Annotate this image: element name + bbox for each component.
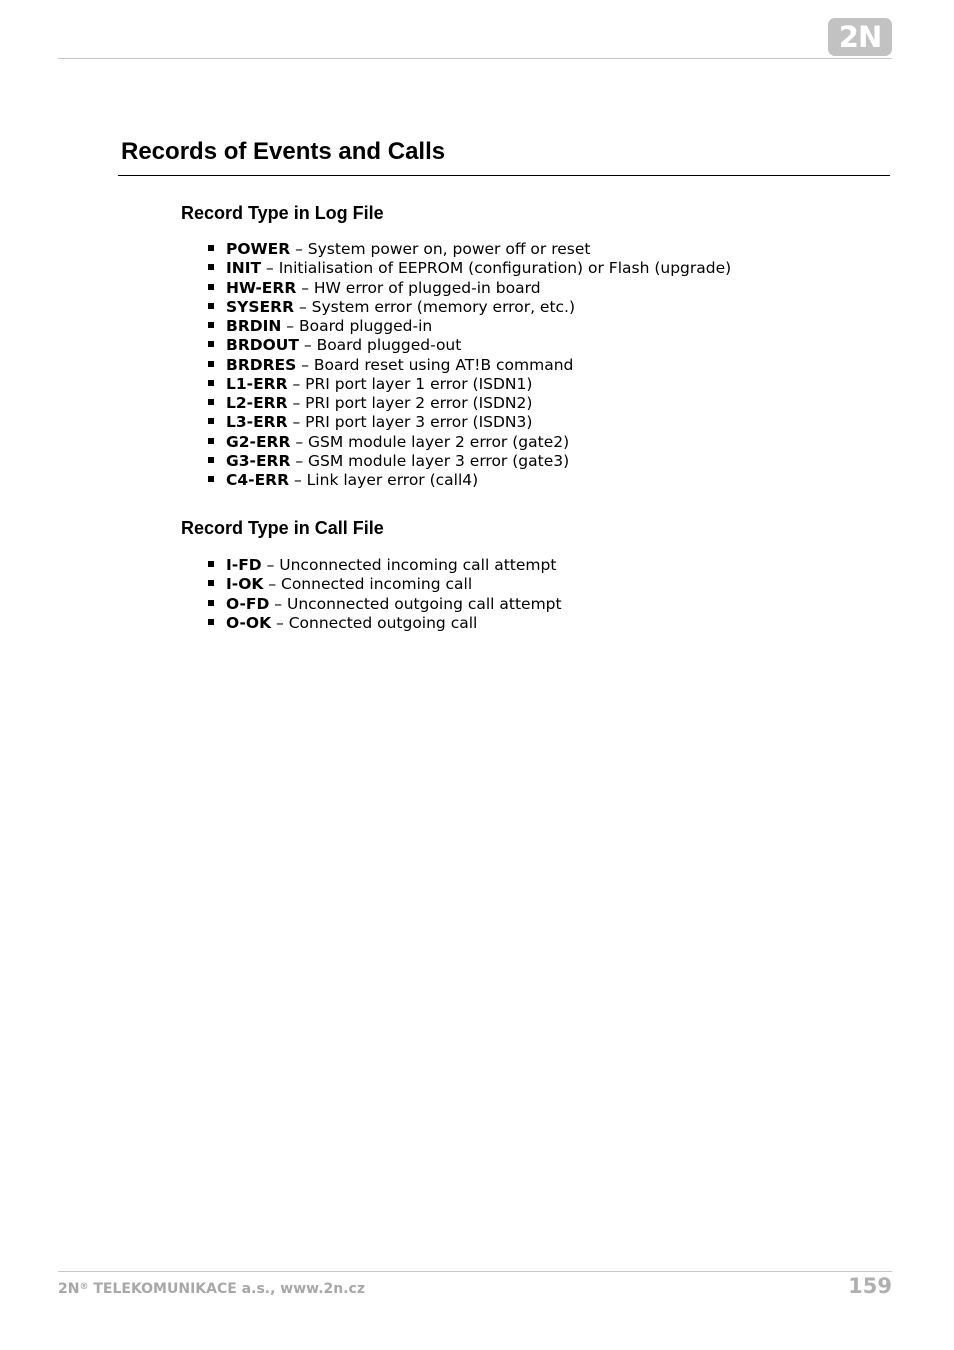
- separator: –: [290, 432, 309, 451]
- square-bullet-icon: [208, 245, 214, 251]
- record-description: HW error of plugged-in board: [313, 278, 541, 297]
- separator: –: [290, 240, 308, 258]
- square-bullet-icon: [208, 561, 214, 567]
- separator: –: [298, 336, 317, 355]
- footer-company-text: TELEKOMUNIKACE a.s., www.2n.cz: [88, 1281, 365, 1297]
- separator: –: [296, 355, 314, 374]
- header-rule: [58, 58, 892, 59]
- list-item: [206, 394, 731, 413]
- list-item: [206, 614, 562, 633]
- record-description: System power on, power off or reset: [307, 240, 591, 258]
- list-item: [206, 317, 731, 336]
- list-item: [206, 471, 731, 490]
- record-code: I-FD: [226, 556, 262, 574]
- separator: –: [287, 394, 306, 412]
- record-code: SYSERR: [226, 297, 295, 316]
- record-code: G3-ERR: [226, 451, 291, 470]
- page-title: Records of Events and Calls: [121, 138, 446, 165]
- list-item: [206, 259, 731, 278]
- square-bullet-icon: [208, 380, 214, 386]
- square-bullet-icon: [208, 284, 214, 290]
- square-bullet-icon: [208, 322, 214, 328]
- record-code: POWER: [226, 240, 291, 258]
- separator: –: [261, 259, 279, 278]
- footer-company: [58, 1279, 365, 1299]
- record-description: PRI port layer 1 error (ISDN1): [305, 374, 533, 393]
- record-description: PRI port layer 2 error (ISDN2): [305, 394, 533, 412]
- square-bullet-icon: [208, 600, 214, 606]
- separator: –: [261, 556, 280, 574]
- list-item: [206, 375, 731, 394]
- footer-brand: 2N: [58, 1281, 80, 1297]
- separator: –: [281, 317, 299, 335]
- record-description: Unconnected incoming call attempt: [279, 556, 557, 574]
- separator: –: [296, 278, 314, 297]
- separator: –: [287, 413, 306, 432]
- record-code: L3-ERR: [226, 413, 288, 432]
- square-bullet-icon: [208, 399, 214, 405]
- square-bullet-icon: [208, 418, 214, 424]
- log-record-types-list: [206, 240, 731, 490]
- square-bullet-icon: [208, 580, 214, 586]
- record-code: BRDOUT: [226, 336, 299, 355]
- record-description: GSM module layer 2 error (gate2): [308, 432, 570, 451]
- record-description: GSM module layer 3 error (gate3): [308, 451, 570, 470]
- record-description: Unconnected outgoing call attempt: [286, 594, 562, 613]
- record-code: C4-ERR: [226, 471, 290, 489]
- record-code: HW-ERR: [226, 278, 297, 297]
- record-code: O-FD: [226, 594, 270, 613]
- section-heading-call-file: Record Type in Call File: [181, 518, 384, 538]
- record-description: PRI port layer 3 error (ISDN3): [305, 413, 533, 432]
- list-item: [206, 336, 731, 355]
- square-bullet-icon: [208, 303, 214, 309]
- record-code: BRDRES: [226, 355, 297, 374]
- page-number: 159: [848, 1274, 892, 1298]
- record-description: Link layer error (call4): [306, 471, 479, 489]
- record-description: Board plugged-in: [298, 317, 433, 335]
- section-heading-log-file: Record Type in Log File: [181, 203, 384, 223]
- square-bullet-icon: [208, 438, 214, 444]
- square-bullet-icon: [208, 457, 214, 463]
- list-item: [206, 575, 562, 594]
- record-description: Initialisation of EEPROM (configuration) or Flash (upgrade): [278, 259, 732, 278]
- footer-rule: [58, 1271, 892, 1272]
- record-description: Board plugged-out: [316, 336, 462, 355]
- record-code: G2-ERR: [226, 432, 291, 451]
- record-code: BRDIN: [226, 317, 282, 335]
- list-item: [206, 356, 731, 375]
- record-code: I-OK: [226, 575, 264, 594]
- list-item: [206, 240, 731, 259]
- list-item: [206, 413, 731, 432]
- record-code: L2-ERR: [226, 394, 288, 412]
- separator: –: [287, 374, 306, 393]
- brand-logo: [828, 18, 892, 56]
- separator: –: [269, 594, 287, 613]
- square-bullet-icon: [208, 341, 214, 347]
- square-bullet-icon: [208, 264, 214, 270]
- title-rule: [118, 175, 890, 176]
- square-bullet-icon: [208, 619, 214, 625]
- separator: –: [263, 575, 281, 594]
- separator: –: [290, 451, 309, 470]
- logo-text: 2N: [838, 20, 882, 54]
- record-description: Board reset using AT!B command: [313, 355, 574, 374]
- square-bullet-icon: [208, 476, 214, 482]
- separator: –: [271, 613, 289, 632]
- square-bullet-icon: [208, 361, 214, 367]
- separator: –: [289, 471, 307, 489]
- call-record-types-list: [206, 556, 562, 633]
- record-code: INIT: [226, 259, 262, 278]
- list-item: [206, 595, 562, 614]
- list-item: [206, 298, 731, 317]
- list-item: [206, 433, 731, 452]
- record-description: System error (memory error, etc.): [311, 297, 576, 316]
- registered-mark: ®: [79, 1282, 89, 1292]
- list-item: [206, 556, 562, 575]
- list-item: [206, 452, 731, 471]
- record-code: L1-ERR: [226, 374, 288, 393]
- record-description: Connected incoming call: [281, 575, 473, 594]
- separator: –: [294, 297, 312, 316]
- list-item: [206, 279, 731, 298]
- record-description: Connected outgoing call: [288, 613, 478, 632]
- record-code: O-OK: [226, 613, 272, 632]
